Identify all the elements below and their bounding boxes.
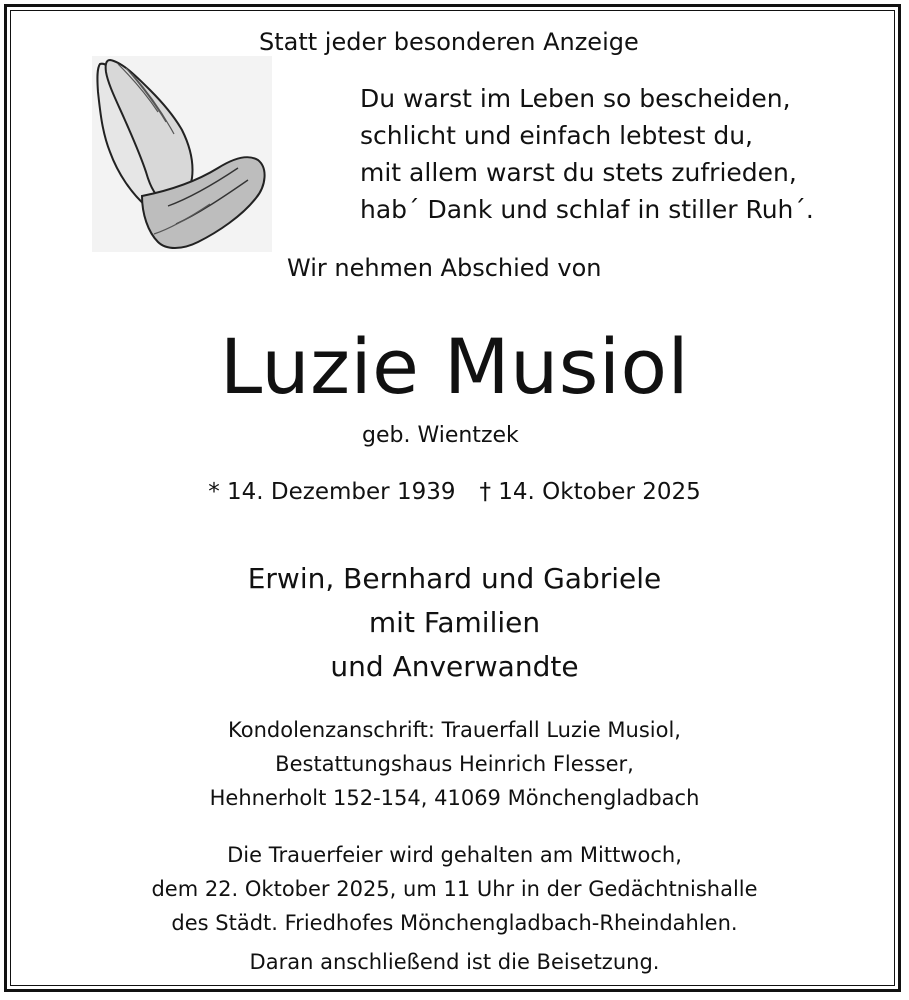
death-date: † 14. Oktober 2025 [479, 479, 701, 505]
address-line: Bestattungshaus Heinrich Flesser, [275, 752, 634, 776]
family-line: und Anverwandte [330, 650, 579, 683]
birth-name: geb. Wientzek [362, 423, 519, 448]
praying-hands-icon [92, 56, 272, 252]
address-line: Kondolenzanschrift: Trauerfall Luzie Musiol, [228, 718, 681, 742]
poem [360, 80, 814, 228]
life-dates [0, 479, 909, 505]
ceremony-info [0, 838, 909, 940]
birth-date: * 14. Dezember 1939 [208, 479, 456, 505]
address-line: Hehnerholt 152-154, 41069 Mönchengladbach [209, 786, 700, 810]
burial-info: Daran anschließend ist die Beisetzung. [249, 950, 660, 974]
family-names [0, 557, 909, 689]
condolence-address [0, 713, 909, 815]
poem-line: schlicht und einfach lebtest du, [360, 121, 753, 150]
poem-line: hab´ Dank und schlaf in stiller Ruh´. [360, 195, 814, 224]
farewell-line: Wir nehmen Abschied von [287, 254, 602, 282]
family-line: mit Familien [368, 606, 541, 639]
family-line: Erwin, Bernhard und Gabriele [247, 562, 662, 595]
poem-line: Du warst im Leben so bescheiden, [360, 84, 791, 113]
deceased-name: Luzie Musiol [219, 322, 690, 411]
ceremony-line: Die Trauerfeier wird gehalten am Mittwoch, [227, 843, 682, 867]
notice-header: Statt jeder besonderen Anzeige [259, 28, 639, 56]
ceremony-line: dem 22. Oktober 2025, um 11 Uhr in der Gedächtnishalle [151, 877, 758, 901]
poem-line: mit allem warst du stets zufrieden, [360, 158, 797, 187]
ceremony-line: des Städt. Friedhofes Mönchengladbach-Rheindahlen. [171, 911, 738, 935]
